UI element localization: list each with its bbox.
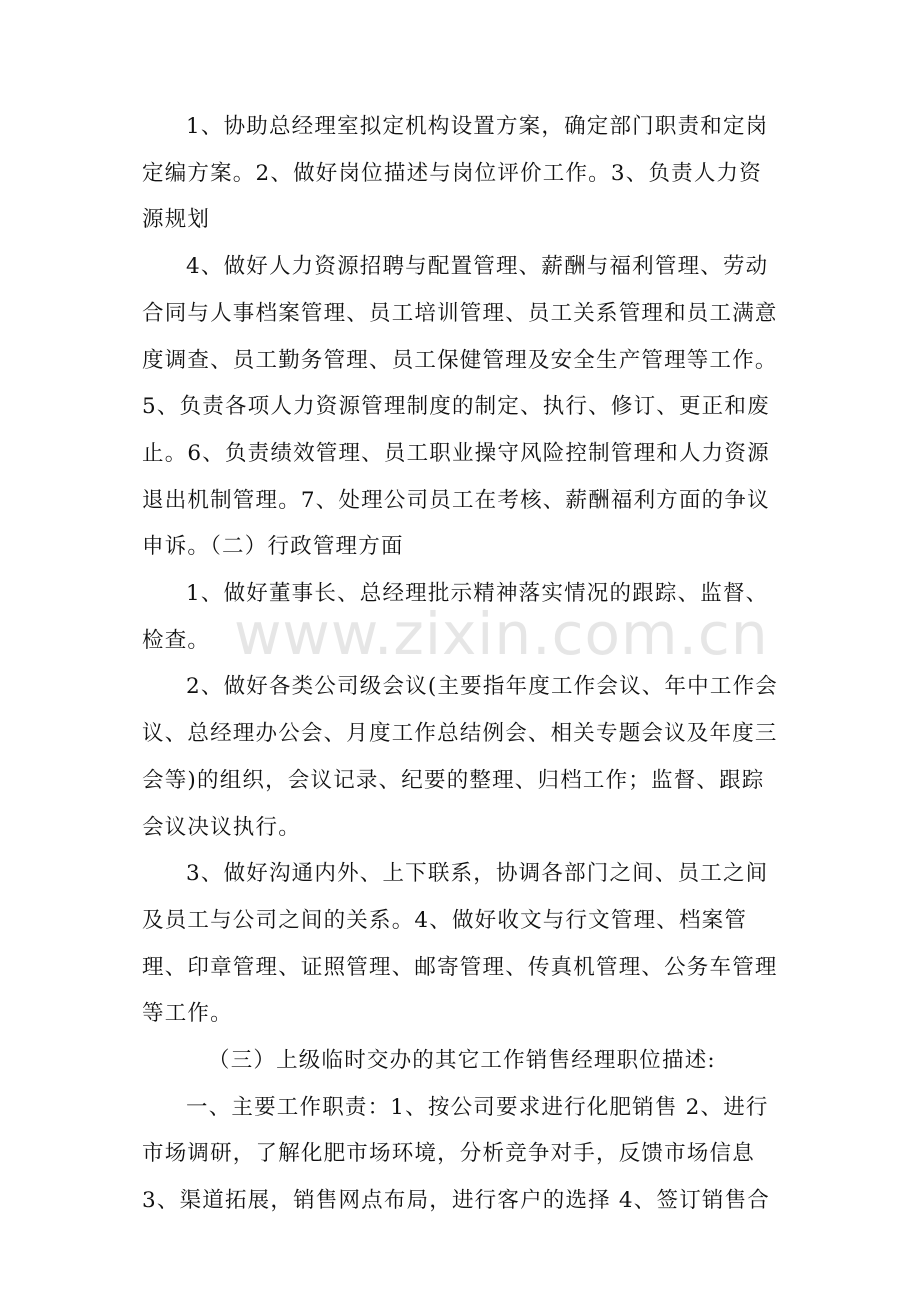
paragraph-admin-2: 2、做好各类公司级会议(主要指年度工作会议、年中工作会议、总经理办公会、月度工作总结例会、相关专题会议及年度三会等)的组织，会议记录、纪要的整理、归档工作；监督、跟踪会议决议执行。 [142,674,778,840]
document-body [142,104,782,1225]
watermark-text: www.zixin.com.cn [234,600,769,668]
paragraph-admin-3: 3、做好沟通内外、上下联系，协调各部门之间、员工之间及员工与公司之间的关系。4、做好收文与行文管理、档案管理、印章管理、证照管理、邮寄管理、传真机管理、公务车管理等工作。 [142,861,778,1027]
paragraph-sales-duties: 一、主要工作职责：1、按公司要求进行化肥销售 2、进行市场调研，了解化肥市场环境，分析竞争对手，反馈市场信息 3、渠道拓展，销售网点布局，进行客户的选择 4、签订销售合 [142,1094,770,1214]
paragraph-admin-1: 1、做好董事长、总经理批示精神落实情况的跟踪、监督、检查。 [142,581,769,653]
paragraph-hr-duties-1: 1、协助总经理室拟定机构设置方案，确定部门职责和定岗定编方案。2、做好岗位描述与岗位评价工作。3、负责人力资源规划 [142,114,769,233]
paragraph-section-three: （三）上级临时交办的其它工作销售经理职位描述: [208,1048,716,1074]
paragraph-hr-duties-2: 4、做好人力资源招聘与配置管理、薪酬与福利管理、劳动合同与人事档案管理、员工培训管理、员工关系管理和员工满意度调查、员工勤务管理、员工保健管理及安全生产管理等工作。5、负责各项人力资源管理制度的制定、执行、修订、更正和废止。6、负责绩效管理、员工职业操守风险控制管理和人力资源退出机制管理。7、处理公司员工在考核、薪酬福利方面的争议申诉。（二）行政管理方面 [142,254,778,560]
